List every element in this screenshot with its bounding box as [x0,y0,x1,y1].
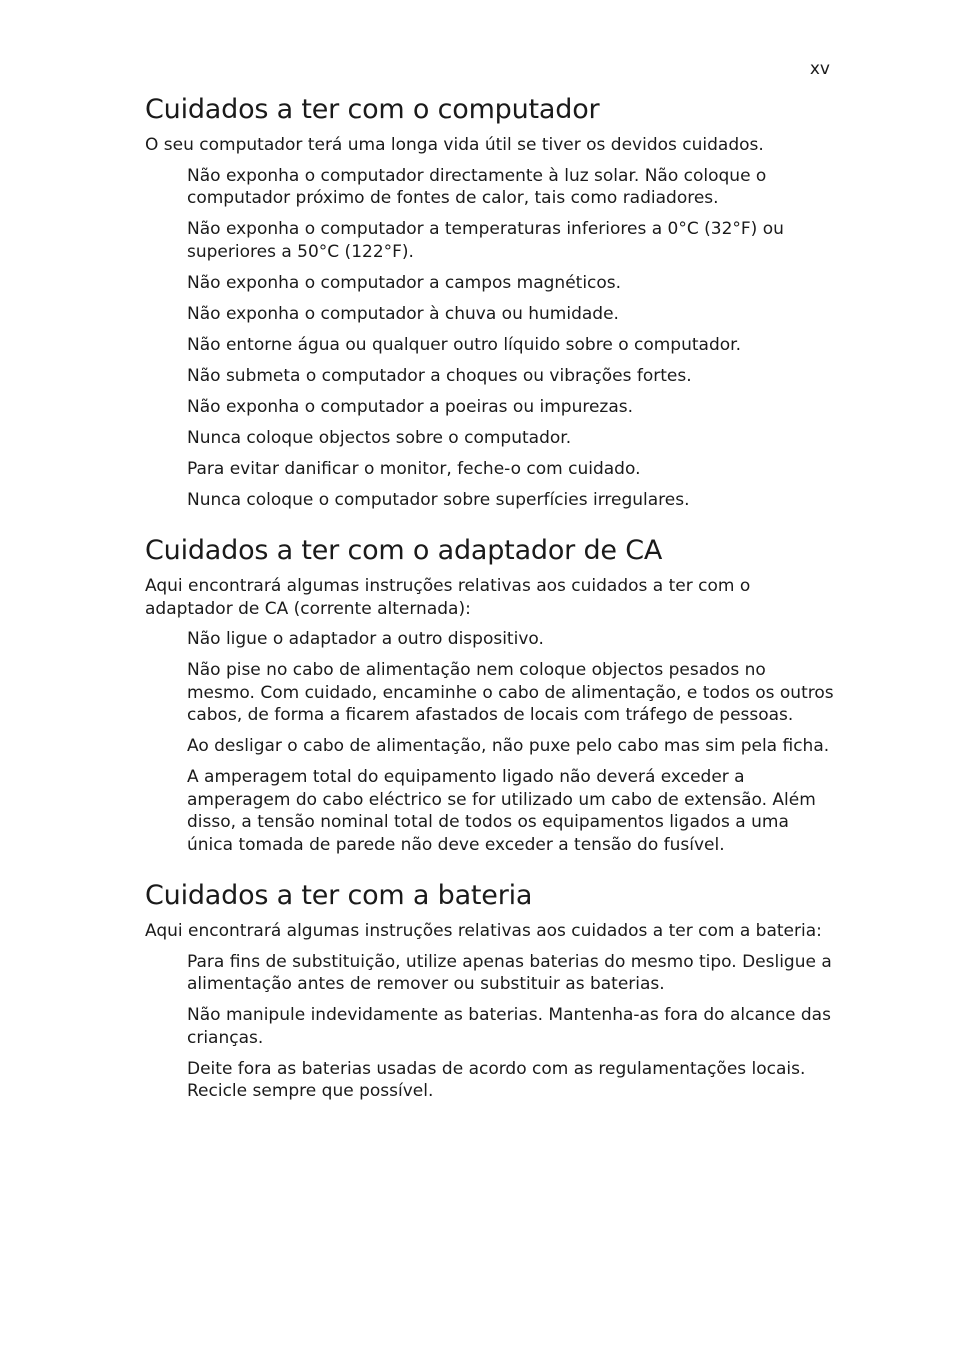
section-battery-care [145,878,835,1103]
list-item: Não ligue o adaptador a outro dispositivo. [187,629,544,649]
section-title: Cuidados a ter com o computador [145,94,600,125]
list-item: Deite fora as baterias usadas de acordo com as regulamentações locais. Recicle sempre que possível. [187,1058,806,1101]
care-list [145,165,835,512]
list-item: Ao desligar o cabo de alimentação, não puxe pelo cabo mas sim pela ficha. [187,736,830,756]
section-title: Cuidados a ter com a bateria [145,880,533,911]
care-list [145,628,835,856]
list-item: Nunca coloque o computador sobre superfícies irregulares. [187,489,690,510]
section-ac-adapter-care [145,533,835,856]
page-number: xv [809,59,830,79]
page-content [145,92,835,1111]
list-item: Nunca coloque objectos sobre o computador. [187,427,572,448]
list-item: Não exponha o computador a poeiras ou impurezas. [187,396,634,417]
list-item: Não exponha o computador a temperaturas inferiores a 0°C (32°F) ou superiores a 50°C (122°F). [187,219,784,262]
list-item: Não exponha o computador a campos magnéticos. [187,272,622,293]
list-item: Para fins de substituição, utilize apenas baterias do mesmo tipo. Desligue a alimentação antes de remover ou substituir as baterias. [187,951,832,994]
list-item: Não manipule indevidamente as baterias. Mantenha-as fora do alcance das crianças. [187,1005,831,1048]
section-intro: Aqui encontrará algumas instruções relativas aos cuidados a ter com a bateria: [145,921,822,941]
list-item: Não exponha o computador directamente à luz solar. Não coloque o computador próximo de fontes de calor, tais como radiadores. [187,165,767,208]
list-item: A amperagem total do equipamento ligado não deverá exceder a amperagem do cabo eléctrico se for utilizado um cabo de extensão. Além disso, a tensão nominal total de todos os equipamentos ligados a uma única tomada de parede não deve exceder a tensão do fusível. [187,767,816,855]
list-item: Não exponha o computador à chuva ou humidade. [187,303,619,324]
list-item: Não submeta o computador a choques ou vibrações fortes. [187,365,692,386]
care-list [145,951,835,1103]
list-item: Não pise no cabo de alimentação nem coloque objectos pesados no mesmo. Com cuidado, encaminhe o cabo de alimentação, e todos os outros cabos, de forma a ficarem afastados de locais com tráfego de pessoas. [187,660,834,725]
section-title: Cuidados a ter com o adaptador de CA [145,535,663,566]
section-intro: O seu computador terá uma longa vida útil se tiver os devidos cuidados. [145,135,764,155]
section-intro: Aqui encontrará algumas instruções relativas aos cuidados a ter com o adaptador de CA (corrente alternada): [145,576,751,619]
section-computer-care [145,92,835,511]
list-item: Para evitar danificar o monitor, feche-o com cuidado. [187,458,641,479]
list-item: Não entorne água ou qualquer outro líquido sobre o computador. [187,334,741,355]
